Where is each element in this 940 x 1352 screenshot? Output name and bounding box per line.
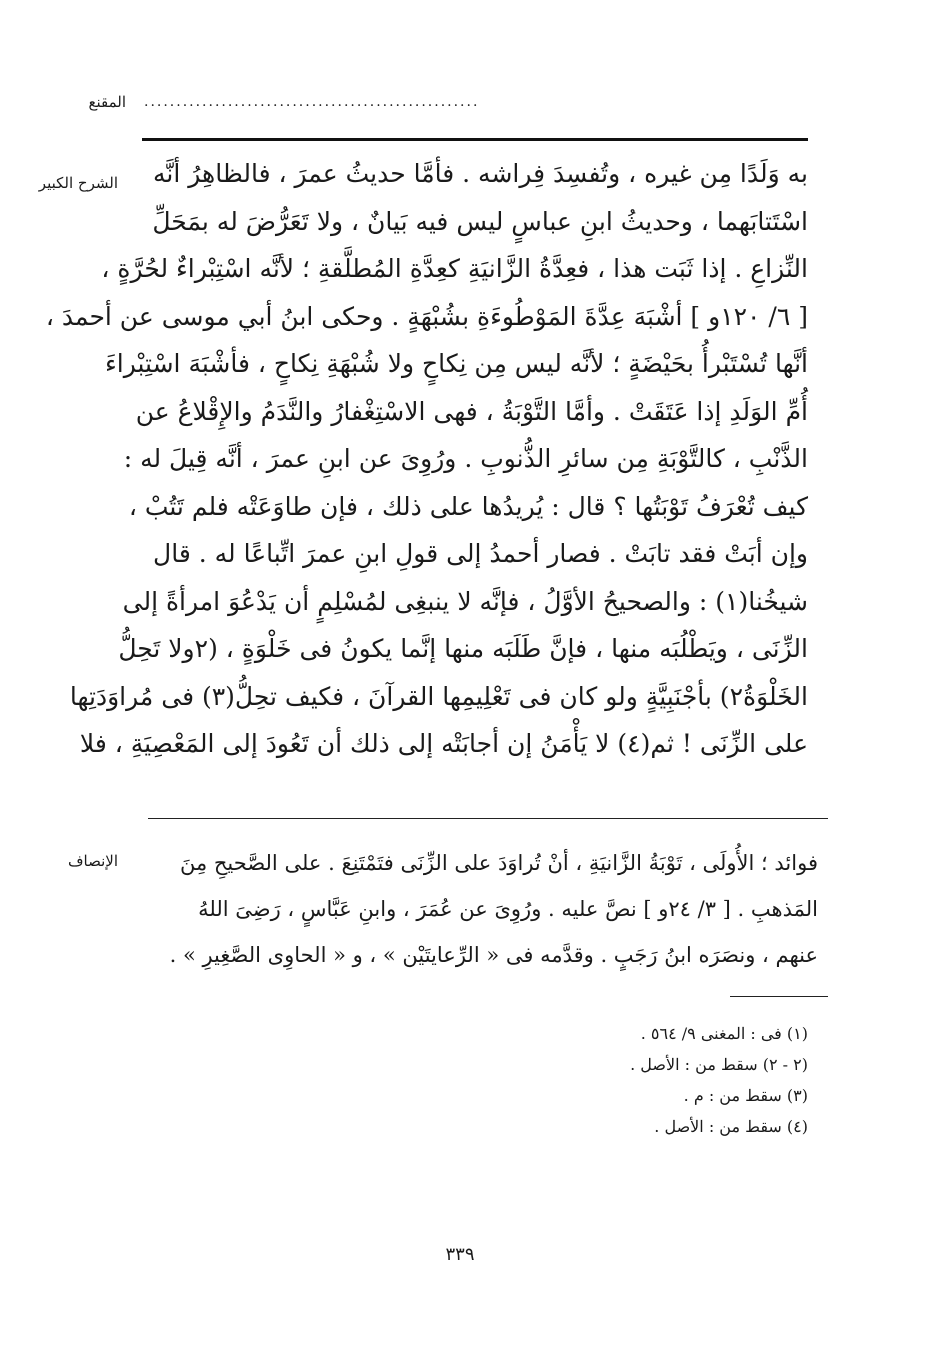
main-line: الذَّنْبِ ، كالتَّوْبَةِ مِن سائرِ الذُّنوبِ . ورُوِىَ عن ابنِ عمرَ ، أنَّه قِيلَ له : xyxy=(123,444,808,473)
footnote: (٢ - ٢) سقط من : الأصل . xyxy=(630,1055,808,1074)
main-line: أُمِّ الوَلَدِ إذا عَتَقَتْ . وأمَّا التَّوْبَةُ ، فهى الاسْتِغْفارُ والنَّدَمُ والإِقْلاعُ عن xyxy=(135,396,808,426)
margin-label-insaf: الإنصاف xyxy=(67,852,118,870)
page-number: ٣٣٩ xyxy=(445,1244,475,1265)
main-line: على الزِّنَى ! ثم(٤) لا يَأْمَنُ إن أجابَتْه إلى ذلك أن تَعُودَ إلى المَعْصِيَةِ ، فلا xyxy=(79,729,808,758)
insaf-line: فوائد ؛ الأُولَى ، تَوْبَةُ الزَّانيَةِ ، أنْ تُراوَدَ على الزِّنَى فتَمْتَنِعَ . على الصَّحيحِ مِنَ xyxy=(179,851,818,875)
insaf-line: المَذهبِ . [ ٣/ ٢٤و ] نصَّ عليه . ورُوِىَ عن عُمَرَ ، وابنِ عَبَّاسٍ ، رَضِىَ اللهُ xyxy=(198,897,818,921)
main-line: الخَلْوَةُ٢) بأجْنَبِيَّةٍ ولو كان فى تَعْلِيمِها القرآنَ ، فكيف تحِلُّ(٣) فى مُراوَدَتِها xyxy=(69,681,808,711)
footnote-divider xyxy=(730,996,828,997)
main-line: كيف تُعْرَفُ تَوْبَتُها ؟ قال : يُريدُها على ذلك ، فإن طاوَعَتْه فلم تَتُبْ ، xyxy=(128,491,808,521)
main-line: به وَلَدًا مِن غيره ، وتُفسِدَ فِراشه . فأمَّا حديثُ عمرَ ، فالظاهِرُ أنَّه xyxy=(152,159,808,188)
running-header-title: المقنع xyxy=(88,93,126,111)
main-line: شيخُنا(١) : والصحيحُ الأوَّلُ ، فإنَّه لا ينبغِى لمُسْلِمٍ أن يَدْعُوَ امرأةً إلى xyxy=(122,586,808,616)
insaf-line: عنهم ، ونصَرَه ابنُ رَجَبٍ . وقدَّمه فى « الرِّعايتَيْن » ، و « الحاوِى الصَّغِيرِ » . xyxy=(169,943,818,967)
footnotes xyxy=(400,1018,808,1142)
margin-label-sharh: الشرح الكبير xyxy=(38,174,118,192)
main-line: النِّزاعِ . إذا ثَبَت هذا ، فعِدَّةُ الزَّانيَةِ كعِدَّةِ المُطلَّقةِ ؛ لأنَّه اسْتِبْراءٌ لحُرَّةٍ ، xyxy=(101,254,808,283)
footnote: (٤) سقط من : الأصل . xyxy=(654,1117,808,1136)
main-line: الزِّنَى ، ويَطْلُبَه منها ، فإنَّ طَلَبَه منها إنَّما يكونُ فى خَلْوَةٍ ، (٢ولا تَحِلُّ xyxy=(118,634,808,663)
running-header-dots: .................................................... xyxy=(144,94,480,110)
main-line: أنَّها تُسْتَبْرأُ بحَيْضَةٍ ؛ لأنَّه ليس مِن نِكاحٍ ولا شُبْهَةِ نِكاحٍ ، فأشْبَهَ اسْتِبْراءَ xyxy=(105,349,808,378)
header-rule xyxy=(142,138,808,141)
footnote: (٣) سقط من : م . xyxy=(683,1086,808,1105)
section-divider xyxy=(148,818,828,819)
main-line: وإن أبَتْ فقد تابَتْ . فصار أحمدُ إلى قولِ ابنِ عمرَ اتِّباعًا له . قال xyxy=(153,539,808,568)
main-line: [ ٦/ ١٢٠و ] أشْبَهَ عِدَّةَ المَوْطُوءَةِ بشُبْهَةٍ . وحكى ابنُ أبي موسى عن أحمدَ ، xyxy=(45,301,808,331)
main-line: اسْتَتابَهما ، وحديثُ ابنِ عباسٍ ليس فيه بَيانٌ ، ولا تَعَرُّضَ له بمَحَلِّ xyxy=(152,206,808,236)
footnote: (١) فى : المغنى ٩/ ٥٦٤ . xyxy=(640,1024,808,1043)
insaf-section xyxy=(128,840,818,978)
